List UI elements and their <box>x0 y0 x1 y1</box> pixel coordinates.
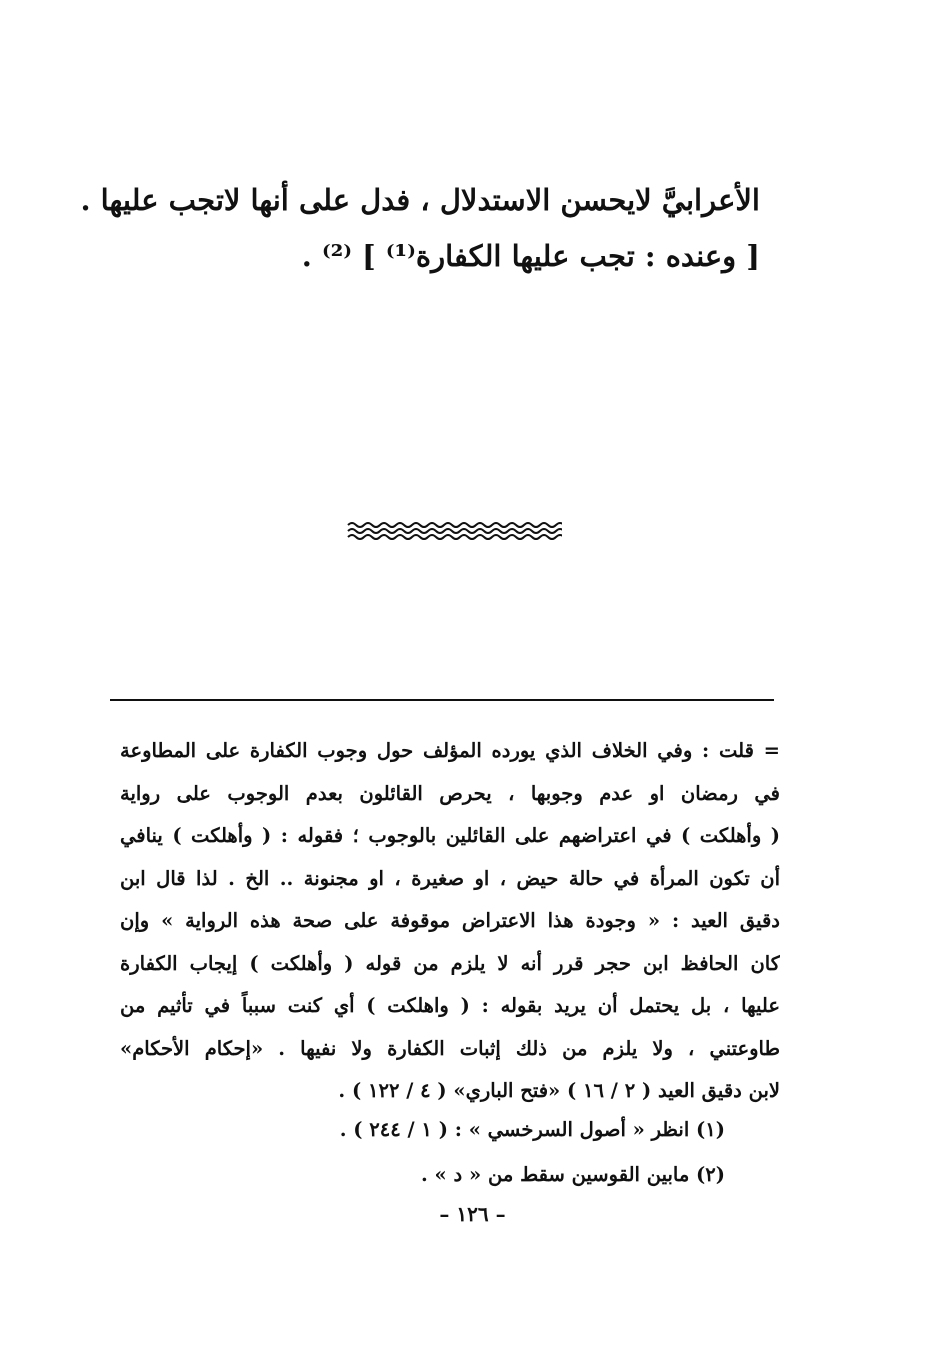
commentary-line: طاوعتني ، ولا يلزم من ذلك إثبات الكفارة ولا نفيها . «إحكام الأحكام» <box>120 1036 780 1060</box>
page-number: – ١٢٦ – <box>439 1202 506 1226</box>
main-text-line-2: [ وعنده : تجب عليها الكفارة⁽¹⁾ ] ⁽²⁾ . <box>301 239 760 273</box>
footnote-divider <box>110 699 774 701</box>
commentary-line: دقيق العيد : « وجودة هذا الاعتراض موقوفة على صحة هذه الرواية » وإن <box>120 909 780 932</box>
commentary-line: = قلت : وفي الخلاف الذي يورده المؤلف حول وجوب الكفارة على المطاوعة <box>120 739 780 762</box>
footnote-2: (٢) مابين القوسين سقط من « د » . <box>420 1163 725 1186</box>
commentary-line: في رمضان او عدم وجوبها ، يحرص القائلون بعدم الوجوب على رواية <box>120 781 780 805</box>
commentary-line: ( وأهلكت ) في اعتراضهم على القائلين بالوجوب ؛ فقوله : ( وأهلكت ) ينافي <box>120 824 780 847</box>
main-text-line-1: الأعرابيَّ لايحسن الاستدلال ، فدل على أنها لاتجب عليها . <box>80 183 760 217</box>
commentary-block <box>120 730 780 1113</box>
commentary-line: لابن دقيق العيد ( ٢ / ١٦ ) «فتح الباري» ( ٤ / ١٢٢ ) . <box>338 1079 780 1102</box>
commentary-line: كان الحافظ ابن حجر قرر أنه لا يلزم من قوله ( وأهلكت ) إيجاب الكفارة <box>120 951 780 975</box>
commentary-line: عليها ، بل يحتمل أن يريد بقوله : ( واهلكت ) أي كنت سبباً في تأثيم من <box>120 994 780 1017</box>
footnote-1: (١) انظر « أصول السرخسي » : ( ١ / ٢٤٤ ) . <box>339 1118 725 1141</box>
main-text-block <box>80 172 760 284</box>
separator-ornament <box>346 520 562 542</box>
commentary-line: أن تكون المرأة في حالة حيض ، او صغيرة ، او مجنونة .. الخ . لذا قال ابن <box>120 866 780 890</box>
